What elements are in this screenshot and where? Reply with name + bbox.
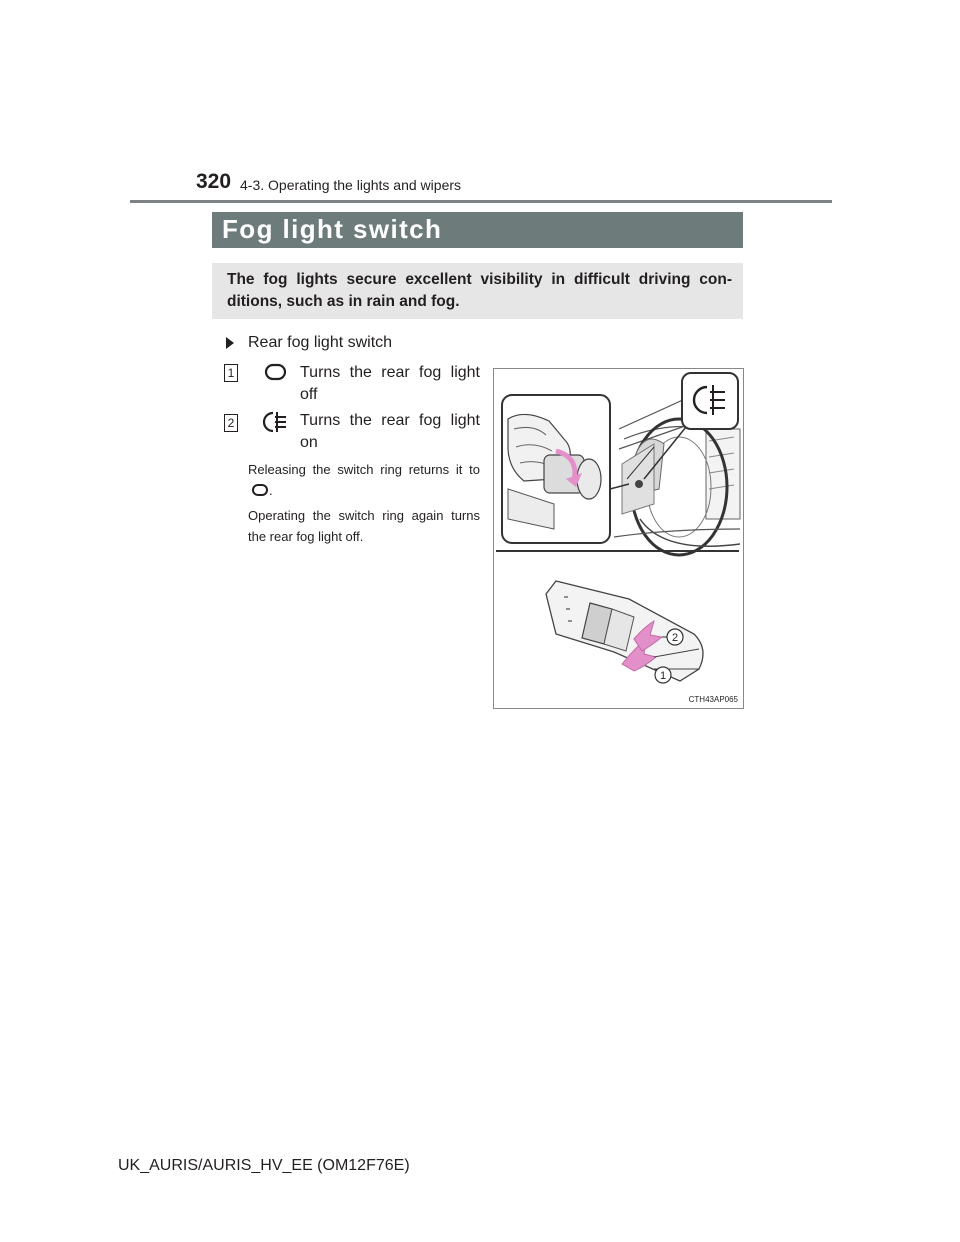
item-number-1: 1	[224, 364, 238, 382]
intro-box	[212, 263, 743, 319]
rear-fog-light-on-icon	[262, 410, 288, 434]
intro-text: The fog lights secure excellent visibility in difficult driving con-ditions, such as in rain and fog.	[227, 271, 732, 310]
section-label: 4-3. Operating the lights and wipers	[240, 177, 462, 193]
fog-switch-diagram	[494, 369, 743, 708]
item-text-1: Turns the rear fog light off	[300, 364, 480, 403]
note-release-end: .	[269, 483, 273, 498]
subsection-heading: Rear fog light switch	[248, 334, 393, 351]
bullet-arrow-icon	[226, 337, 234, 349]
rear-fog-light-off-icon	[251, 483, 269, 497]
header-divider	[130, 200, 832, 203]
note-release	[248, 459, 480, 501]
note-operate-again: Operating the switch ring again turns the rear fog light off.	[248, 508, 480, 544]
title-bar	[212, 212, 743, 248]
page-title: Fog light switch	[222, 214, 443, 244]
illustration-code: CTH43AP065	[688, 695, 738, 704]
illustration	[493, 368, 744, 709]
item-text-2: Turns the rear fog light on	[300, 412, 480, 451]
footer-model-code: UK_AURIS/AURIS_HV_EE (OM12F76E)	[118, 1157, 410, 1174]
callout-2: 2	[671, 632, 679, 644]
item-number-2: 2	[224, 414, 238, 432]
rear-fog-light-off-icon	[264, 363, 286, 381]
note-release-text: Releasing the switch ring returns it to	[248, 462, 480, 477]
callout-1: 1	[659, 670, 667, 682]
page-number: 320	[196, 170, 232, 193]
